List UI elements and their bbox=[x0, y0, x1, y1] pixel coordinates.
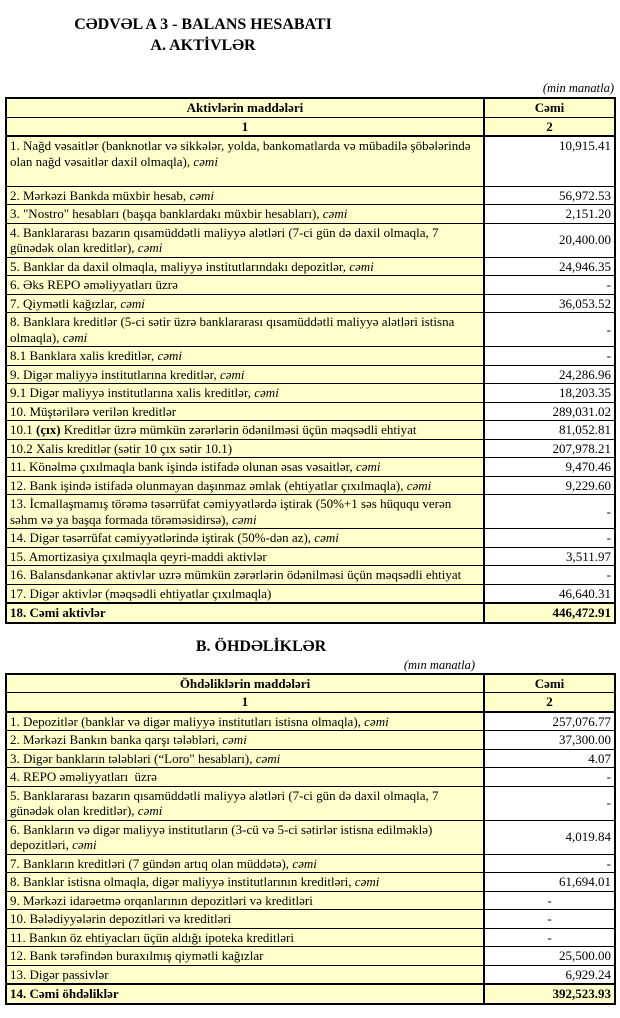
liabilities-total-column-header: Cəmi bbox=[484, 674, 615, 693]
row-label: 4. REPO əməliyyatları üzrə bbox=[6, 768, 484, 787]
table-row bbox=[6, 384, 615, 403]
row-value: 24,286.96 bbox=[484, 365, 615, 384]
row-value: - bbox=[484, 566, 615, 585]
row-value: 9,229.60 bbox=[484, 476, 615, 495]
row-value: 46,640.31 bbox=[484, 584, 615, 603]
table-row bbox=[6, 186, 615, 205]
table-row bbox=[6, 768, 615, 787]
row-value: 20,400.00 bbox=[484, 223, 615, 257]
assets-total-column-header: Cəmi bbox=[484, 98, 615, 117]
unit-note-b: (mın manatla) bbox=[403, 657, 475, 672]
table-row bbox=[6, 529, 615, 548]
row-value: 25,500.00 bbox=[484, 947, 615, 966]
row-label: 6. Əks REPO əməliyyatları üzrə bbox=[6, 276, 484, 295]
table-row bbox=[6, 439, 615, 458]
row-label: 16. Balansdankənar aktivlər uzrə mümkün zərərlərin ödənilməsi üçün məqsədli ehtiyat bbox=[6, 566, 484, 585]
row-label: 5. Banklararası bazarın qısamüddətli maliyyə alətləri (7-ci gün də daxil olmaqla, 7 günədək olan kreditlər), cəmi bbox=[6, 786, 484, 820]
table-row bbox=[6, 402, 615, 421]
row-value: - bbox=[484, 928, 615, 947]
row-value: 37,300.00 bbox=[484, 731, 615, 750]
row-label: 7. Qiymətli kağızlar, cəmi bbox=[6, 294, 484, 313]
table-row bbox=[6, 820, 615, 854]
row-value: 3,511.97 bbox=[484, 547, 615, 566]
assets-header-row bbox=[6, 98, 615, 117]
row-label: 6. Bankların və digər maliyyə institutların (3-cü və 5-ci sətirlər istisna edilməklə) depozitləri, cəmi bbox=[6, 820, 484, 854]
assets-items-column-header: Aktivlərin maddələri bbox=[6, 98, 484, 117]
table-row bbox=[6, 294, 615, 313]
table-row bbox=[6, 347, 615, 366]
row-value: - bbox=[484, 313, 615, 347]
row-value: - bbox=[484, 347, 615, 366]
liabilities-table-body bbox=[6, 712, 615, 1004]
table-row bbox=[6, 365, 615, 384]
table-row bbox=[6, 731, 615, 750]
row-label: 2. Mərkəzi Bankın banka qarşı tələbləri, cəmi bbox=[6, 731, 484, 750]
table-row bbox=[6, 205, 615, 224]
row-label: 15. Amortizasiya çıxılmaqla qeyri-maddi aktivlər bbox=[6, 547, 484, 566]
row-label: 11. Bankın öz ehtiyacları üçün aldığı ipoteka kreditləri bbox=[6, 928, 484, 947]
table-row bbox=[6, 928, 615, 947]
row-label: 8. Banklar istisna olmaqla, digər maliyyə institutlarının kreditləri, cəmi bbox=[6, 873, 484, 892]
page-title: CƏDVƏL A 3 - BALANS HESABATI bbox=[74, 16, 332, 33]
row-label: 12. Bank işində istifadə olunmayan daşınmaz əmlak (ehtiyatlar çıxılmaqla), cəmi bbox=[6, 476, 484, 495]
section-a-title: A. AKTİVLƏR bbox=[150, 37, 256, 54]
table-row bbox=[6, 786, 615, 820]
table-row bbox=[6, 566, 615, 585]
row-label: 3. "Nostro" hesabları (başqa banklardakı müxbir hesabları), cəmi bbox=[6, 205, 484, 224]
row-value: - bbox=[484, 786, 615, 820]
row-value: 207,978.21 bbox=[484, 439, 615, 458]
row-label: 14. Cəmi öhdəliklər bbox=[6, 984, 484, 1004]
table-row bbox=[6, 495, 615, 529]
row-value: 2,151.20 bbox=[484, 205, 615, 224]
row-label: 12. Bank tərəfindən buraxılmış qiymətli kağızlar bbox=[6, 947, 484, 966]
table-row bbox=[6, 476, 615, 495]
row-label: 17. Digər aktivlər (məqsədli ehtiyatlar çıxılmaqla) bbox=[6, 584, 484, 603]
table-row bbox=[6, 257, 615, 276]
row-label: 3. Digər bankların tələbləri (“Loro" hesabları), cəmi bbox=[6, 749, 484, 768]
table-row bbox=[6, 891, 615, 910]
table-row bbox=[6, 584, 615, 603]
liabilities-header-row bbox=[6, 674, 615, 693]
row-label: 9.1 Digər maliyyə institutlarına xalis kreditlər, cəmi bbox=[6, 384, 484, 403]
row-label: 7. Bankların kreditləri (7 gündən artıq olan müddətə), cəmi bbox=[6, 854, 484, 873]
row-label: 2. Mərkəzi Bankda müxbir hesab, cəmi bbox=[6, 186, 484, 205]
table-row bbox=[6, 276, 615, 295]
row-label: 11. Könəlmə çıxılmaqla bank işində istifadə olunan əsas vəsaitlər, cəmi bbox=[6, 458, 484, 477]
table-row bbox=[6, 313, 615, 347]
row-label: 13. Digər passivlər bbox=[6, 965, 484, 984]
row-label: 9. Mərkəzi idarəetmə orqanlarının depozitləri və kreditləri bbox=[6, 891, 484, 910]
row-value: - bbox=[484, 854, 615, 873]
row-label: 18. Cəmi aktivlər bbox=[6, 603, 484, 623]
row-label: 8. Banklara kreditlər (5-ci sətir üzrə banklararası qısamüddətli maliyyə alətləri istisna olmaqla), cəmi bbox=[6, 313, 484, 347]
row-value: 18,203.35 bbox=[484, 384, 615, 403]
section-b-title: B. ÖHDƏLİKLƏR bbox=[195, 637, 327, 655]
assets-table-body bbox=[6, 136, 615, 623]
table-row bbox=[6, 547, 615, 566]
liabilities-column-number-row bbox=[6, 693, 615, 712]
table-row bbox=[6, 910, 615, 929]
row-value: - bbox=[484, 276, 615, 295]
row-value: 24,946.35 bbox=[484, 257, 615, 276]
row-value: 81,052.81 bbox=[484, 421, 615, 440]
row-label: 1. Nağd vəsaitlər (banknotlar və sikkələr, yolda, bankomatlarda və mübadilə şöbələrində olan nağd vəsaitlər daxil olmaqla), cəmi bbox=[6, 136, 484, 186]
row-label: 8.1 Banklara xalis kreditlər, cəmi bbox=[6, 347, 484, 366]
unit-note-a: (min manatla) bbox=[542, 81, 614, 95]
liabilities-table bbox=[5, 673, 616, 1005]
table-row bbox=[6, 458, 615, 477]
assets-table bbox=[5, 97, 616, 624]
row-value: 446,472.91 bbox=[484, 603, 615, 623]
row-label: 5. Banklar da daxil olmaqla, maliyyə institutlarındakı depozitlər, cəmi bbox=[6, 257, 484, 276]
row-value: 10,915.41 bbox=[484, 136, 615, 186]
table-row bbox=[6, 854, 615, 873]
assets-column-number-2: 2 bbox=[484, 117, 615, 136]
row-value: 4.07 bbox=[484, 749, 615, 768]
row-label: 4. Banklararası bazarın qısamüddətli maliyyə alətləri (7-ci gün də daxil olmaqla, 7 günədək olan kreditlər), cəmi bbox=[6, 223, 484, 257]
row-value: 4,019.84 bbox=[484, 820, 615, 854]
table-row bbox=[6, 223, 615, 257]
liabilities-items-column-header: Öhdəliklərin maddələri bbox=[6, 674, 484, 693]
table-row bbox=[6, 965, 615, 984]
table-row bbox=[6, 136, 615, 186]
row-label: 13. İcmallaşmamış törəmə təsərrüfat cəmiyyətlərdə iştirak (50%+1 səs hüququ verən səhm və ya başqa formada törəməsidirsə), cəmi bbox=[6, 495, 484, 529]
row-label: 10. Bələdiyyələrin depozitləri və kreditləri bbox=[6, 910, 484, 929]
table-row bbox=[6, 712, 615, 731]
row-value: 56,972.53 bbox=[484, 186, 615, 205]
row-label: 9. Digər maliyyə institutlarına kreditlər, cəmi bbox=[6, 365, 484, 384]
liabilities-column-number-2: 2 bbox=[484, 693, 615, 712]
row-value: - bbox=[484, 768, 615, 787]
liabilities-column-number-1: 1 bbox=[6, 693, 484, 712]
row-value: 289,031.02 bbox=[484, 402, 615, 421]
row-value: - bbox=[484, 495, 615, 529]
table-total-row bbox=[6, 984, 615, 1004]
assets-column-number-1: 1 bbox=[6, 117, 484, 136]
row-label: 10.2 Xalis kreditlər (sətir 10 çıx sətir 10.1) bbox=[6, 439, 484, 458]
row-value: 61,694.01 bbox=[484, 873, 615, 892]
row-value: 257,076.77 bbox=[484, 712, 615, 731]
row-label: 10. Müştərilərə verilən kreditlər bbox=[6, 402, 484, 421]
table-row bbox=[6, 749, 615, 768]
row-label: 1. Depozitlər (banklar və digər maliyyə institutları istisna olmaqla), cəmi bbox=[6, 712, 484, 731]
table-row bbox=[6, 947, 615, 966]
table-row bbox=[6, 421, 615, 440]
row-value: 36,053.52 bbox=[484, 294, 615, 313]
document-header bbox=[0, 14, 406, 56]
row-value: 392,523.93 bbox=[484, 984, 615, 1004]
table-total-row bbox=[6, 603, 615, 623]
row-value: - bbox=[484, 891, 615, 910]
table-row bbox=[6, 873, 615, 892]
row-value: 9,470.46 bbox=[484, 458, 615, 477]
row-label: 10.1 (çıx) Kreditlər üzrə mümkün zərərlərin ödənilməsi üçün məqsədli ehtiyat bbox=[6, 421, 484, 440]
row-value: - bbox=[484, 910, 615, 929]
balance-sheet-document bbox=[0, 14, 620, 1005]
assets-column-number-row bbox=[6, 117, 615, 136]
row-value: - bbox=[484, 529, 615, 548]
row-value: 6,929.24 bbox=[484, 965, 615, 984]
row-label: 14. Digər təsərrüfat cəmiyyətlərində iştirak (50%-dən az), cəmi bbox=[6, 529, 484, 548]
